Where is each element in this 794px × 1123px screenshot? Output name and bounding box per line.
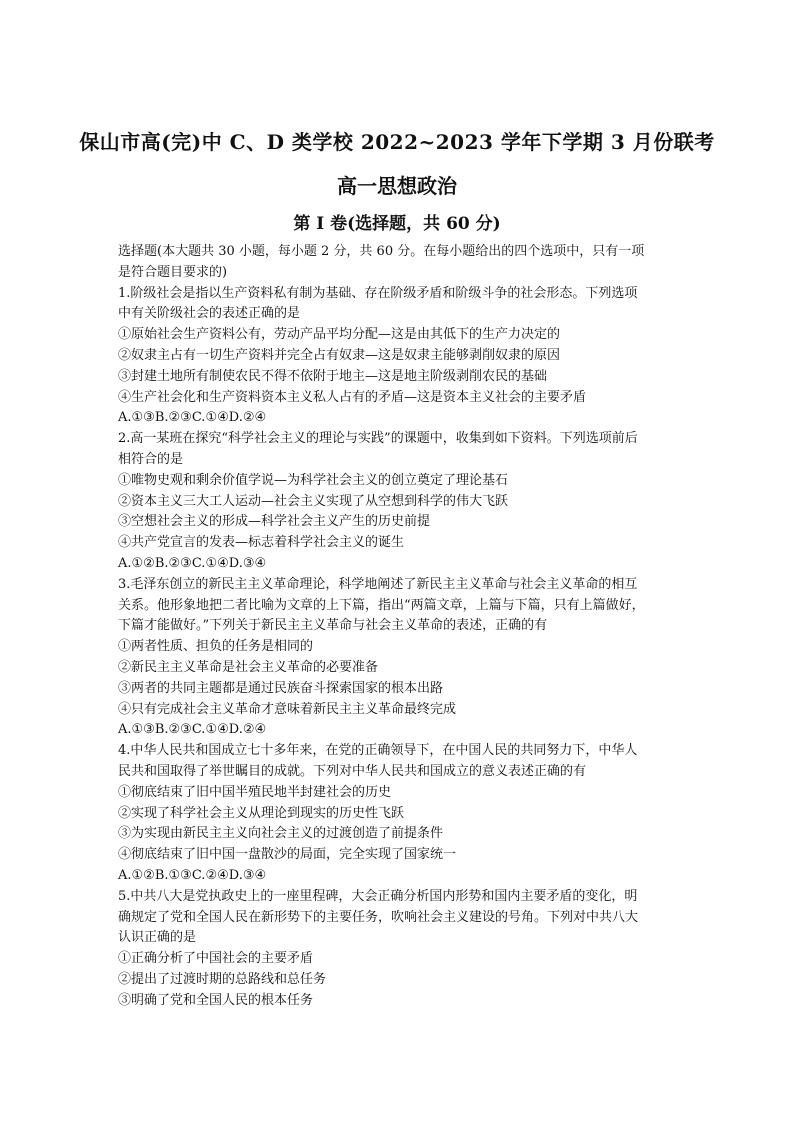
question-2: [118, 429, 680, 575]
subject-title: 高一思想政治: [337, 174, 457, 198]
question-option: ①正确分析了中国社会的主要矛盾: [118, 951, 314, 967]
question-option: ④共产党宣言的发表—标志着科学社会主义的诞生: [118, 535, 405, 551]
question-option: ①两者性质、担负的任务是相同的: [118, 639, 314, 655]
question-option: ①原始社会生产资料公有，劳动产品平均分配—这是由其低下的生产力决定的: [118, 327, 561, 343]
question-5: [118, 887, 680, 1012]
question-stem-line: 民共和国取得了举世瞩目的成就。下列对中华人民共和国成立的意义表述正确的有: [118, 763, 587, 779]
question-option: ③明确了党和全国人民的根本任务: [118, 992, 314, 1008]
exam-title: 保山市高(完)中 C、D 类学校 2022~2023 学年下学期 3 月份联考: [79, 130, 715, 154]
question-option: ③空想社会主义的形成—科学社会主义产生的历史前提: [118, 514, 431, 530]
question-option: ④生产社会化和生产资料资本主义私人占有的矛盾—这是资本主义社会的主要矛盾: [118, 389, 587, 405]
question-stem-line: 确规定了党和全国人民在新形势下的主要任务，吹响社会主义建设的号角。下列对中共八大: [118, 909, 639, 925]
question-option: ③封建土地所有制使农民不得不依附于地主—这是地主阶级剥削农民的基础: [118, 368, 548, 384]
question-4: [118, 741, 680, 887]
question-option: ②实现了科学社会主义从理论到现实的历史性飞跃: [118, 805, 405, 821]
answer-choices: A.①②B.②③C.①④D.③④: [118, 555, 267, 571]
question-option: ②奴隶主占有一切生产资料并完全占有奴隶—这是奴隶主能够剥削奴隶的原因: [118, 347, 561, 363]
question-stem-line: 中有关阶级社会的表述正确的是: [118, 306, 301, 322]
exam-content: [118, 242, 680, 1011]
answer-choices: A.①②B.①③C.②④D.③④: [118, 867, 267, 883]
question-option: ④只有完成社会主义革命才意味着新民主主义革命最终完成: [118, 701, 457, 717]
question-3: [118, 575, 680, 741]
question-option: ①唯物史观和剩余价值学说—为科学社会主义的创立奠定了理论基石: [118, 472, 509, 488]
instructions-line: 是符合题目要求的): [118, 264, 228, 280]
question-stem-line: 4.中华人民共和国成立七十多年来，在党的正确领导下，在中国人民的共同努力下，中华人: [118, 743, 638, 759]
question-option: ④彻底结束了旧中国一盘散沙的局面，完全实现了国家统一: [118, 847, 457, 863]
question-stem-line: 关系。他形象地把二者比喻为文章的上下篇，指出“两篇文章，上篇与下篇，只有上篇做好，: [118, 597, 645, 613]
question-1: [118, 284, 680, 430]
answer-choices: A.①③B.②③C.①④D.②④: [118, 722, 267, 738]
question-option: ③两者的共同主题都是通过民族奋斗探索国家的根本出路: [118, 680, 444, 696]
question-stem-line: 2.高一某班在探究“科学社会主义的理论与实践”的课题中，收集到如下资料。下列选项前后: [118, 431, 638, 447]
question-option: ③为实现由新民主主义向社会主义的过渡创造了前提条件: [118, 826, 444, 842]
question-option: ②资本主义三大工人运动—社会主义实现了从空想到科学的伟大飞跃: [118, 493, 509, 509]
question-stem-line: 下篇才能做好。”下列关于新民主主义革命与社会主义革命的表述，正确的有: [118, 618, 548, 634]
answer-choices: A.①③B.②③C.①④D.②④: [118, 410, 267, 426]
instructions-line: 选择题(本大题共 30 小题，每小题 2 分，共 60 分。在每小题给出的四个选项中，只有一项: [118, 244, 645, 259]
instructions: [118, 242, 680, 284]
question-stem-line: 5.中共八大是党执政史上的一座里程碑，大会正确分析国内形势和国内主要矛盾的变化，明: [118, 888, 638, 904]
question-option: ②提出了过渡时期的总路线和总任务: [118, 971, 327, 987]
question-stem-line: 相符合的是: [118, 451, 184, 467]
question-option: ②新民主主义革命是社会主义革命的必要准备: [118, 659, 379, 675]
question-stem-line: 认识正确的是: [118, 930, 197, 946]
section-title: 第 I 卷(选择题，共 60 分): [293, 214, 501, 234]
question-stem-line: 1.阶级社会是指以生产资料私有制为基础、存在阶级矛盾和阶级斗争的社会形态。下列选项: [118, 285, 638, 301]
question-option: ①彻底结束了旧中国半殖民地半封建社会的历史: [118, 784, 392, 800]
question-stem-line: 3.毛泽东创立的新民主主义革命理论，科学地阐述了新民主主义革命与社会主义革命的相互: [118, 576, 638, 592]
